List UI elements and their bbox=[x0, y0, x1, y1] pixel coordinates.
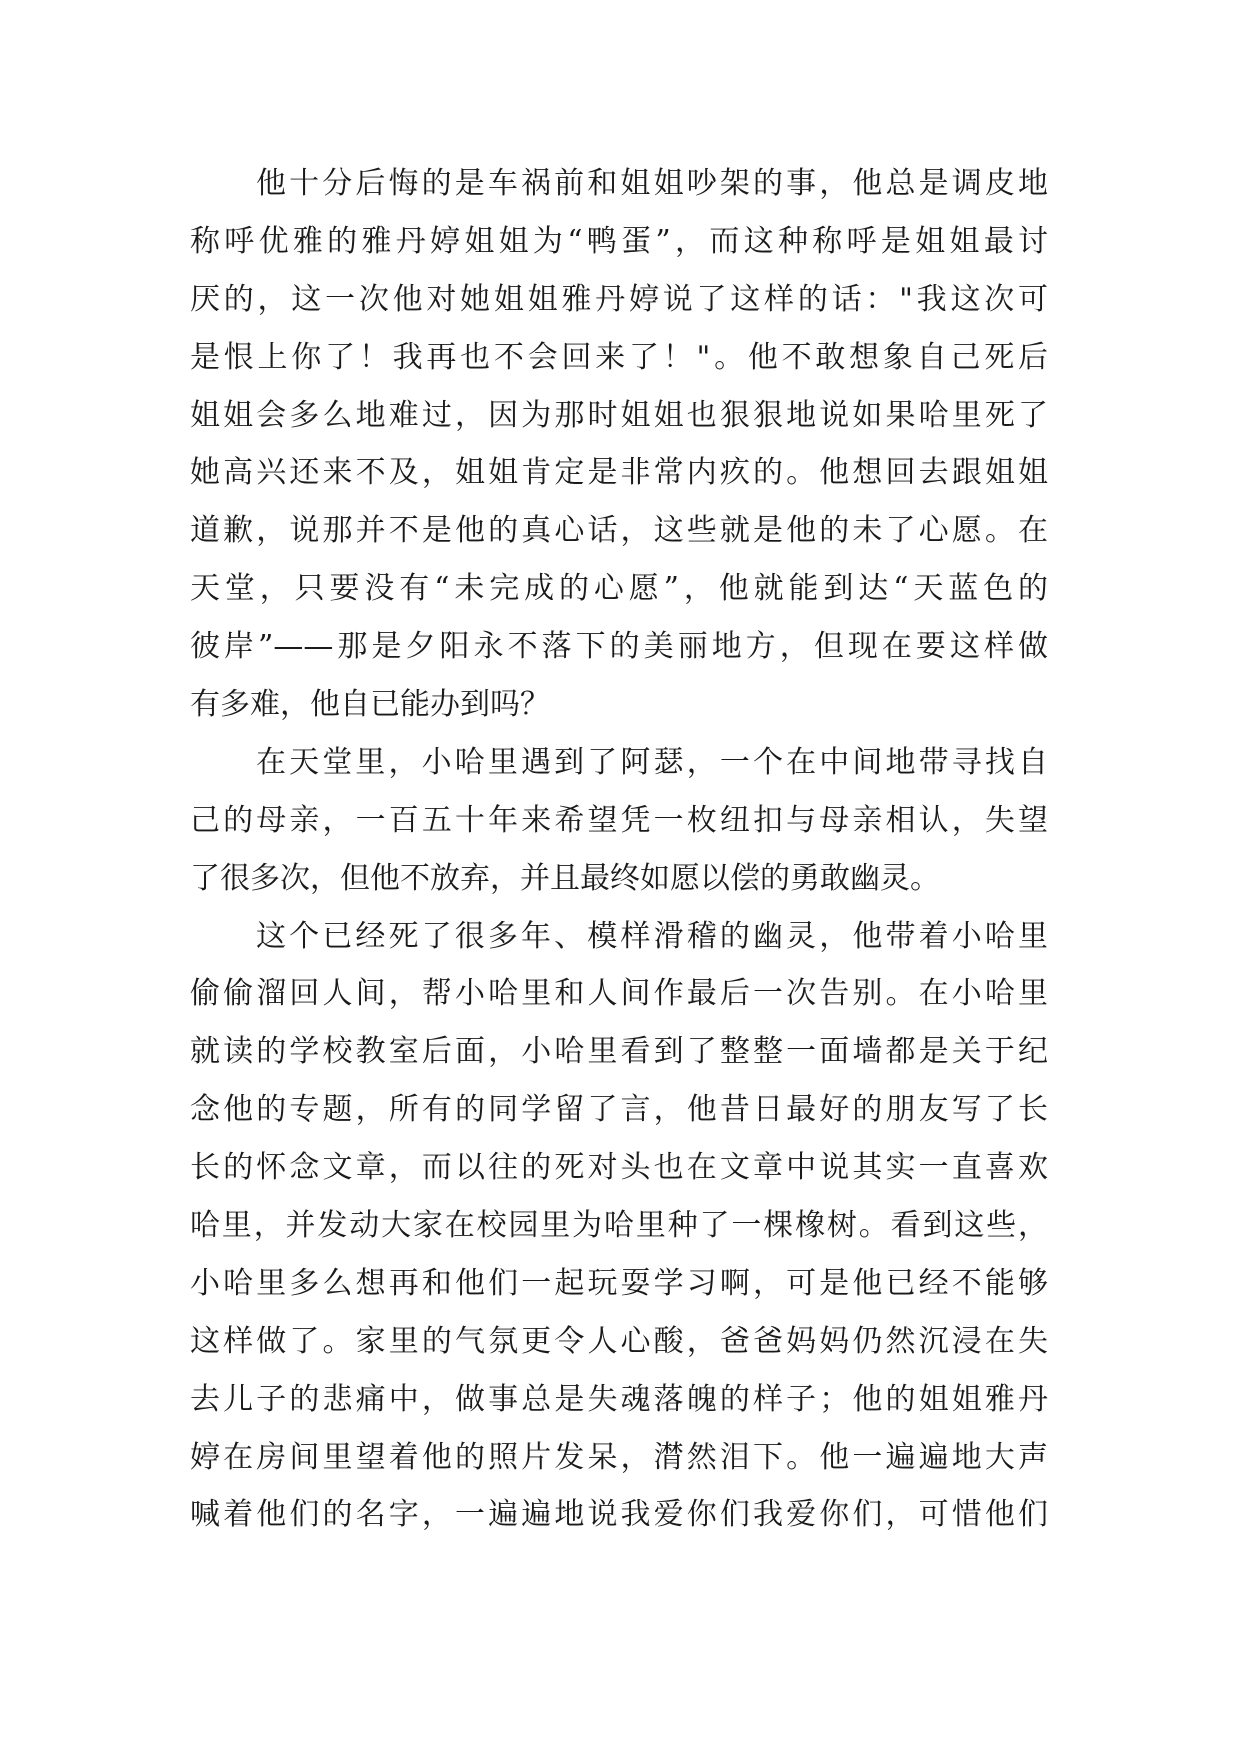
text-line: 小哈里多么想再和他们一起玩耍学习啊，可是他已经不能够 bbox=[190, 1265, 1048, 1301]
text-line: 偷偷溜回人间，帮小哈里和人间作最后一次告别。在小哈里 bbox=[190, 976, 1048, 1012]
text-line: 就读的学校教室后面，小哈里看到了整整一面墙都是关于纪 bbox=[190, 1034, 1048, 1070]
text-line: 哈里，并发动大家在校园里为哈里种了一棵橡树。看到这些， bbox=[190, 1208, 1048, 1244]
text-line: 长的怀念文章，而以往的死对头也在文章中说其实一直喜欢 bbox=[190, 1150, 1048, 1186]
text-line: 己的母亲，一百五十年来希望凭一枚纽扣与母亲相认，失望 bbox=[190, 802, 1048, 838]
text-line: 去儿子的悲痛中，做事总是失魂落魄的样子；他的姐姐雅丹 bbox=[190, 1381, 1048, 1417]
text-line: 是恨上你了！我再也不会回来了！"。他不敢想象自己死后 bbox=[190, 339, 1048, 375]
text-line: 道歉，说那并不是他的真心话，这些就是他的未了心愿。在 bbox=[190, 513, 1048, 549]
text-line: 喊着他们的名字，一遍遍地说我爱你们我爱你们，可惜他们 bbox=[190, 1497, 1048, 1533]
text-line: 姐姐会多么地难过，因为那时姐姐也狠狠地说如果哈里死了 bbox=[190, 397, 1048, 433]
text-line: 了很多次，但他不放弃，并且最终如愿以偿的勇敢幽灵。 bbox=[190, 860, 940, 896]
text-line: 他十分后悔的是车祸前和姐姐吵架的事，他总是调皮地 bbox=[256, 166, 1048, 201]
text-line: 天堂，只要没有“未完成的心愿”，他就能到达“天蓝色的 bbox=[190, 571, 1048, 607]
text-line: 有多难，他自已能办到吗？ bbox=[190, 687, 550, 723]
text-line: 念他的专题，所有的同学留了言，他昔日最好的朋友写了长 bbox=[190, 1092, 1048, 1128]
text-line: 这个已经死了很多年、模样滑稽的幽灵，他带着小哈里 bbox=[256, 918, 1048, 954]
text-line: 厌的，这一次他对她姐姐雅丹婷说了这样的话："我这次可 bbox=[190, 281, 1048, 317]
text-line: 彼岸”——那是夕阳永不落下的美丽地方，但现在要这样做 bbox=[190, 629, 1048, 665]
text-line: 这样做了。家里的气氛更令人心酸，爸爸妈妈仍然沉浸在失 bbox=[190, 1323, 1048, 1359]
text-line: 她高兴还来不及，姐姐肯定是非常内疚的。他想回去跟姐姐 bbox=[190, 455, 1048, 491]
text-line: 在天堂里，小哈里遇到了阿瑟，一个在中间地带寻找自 bbox=[256, 744, 1048, 780]
text-line: 婷在房间里望着他的照片发呆，潸然泪下。他一遍遍地大声 bbox=[190, 1439, 1048, 1475]
text-line: 称呼优雅的雅丹婷姐姐为“鸭蛋”，而这种称呼是姐姐最讨 bbox=[190, 223, 1048, 259]
body-text bbox=[190, 155, 1048, 1544]
